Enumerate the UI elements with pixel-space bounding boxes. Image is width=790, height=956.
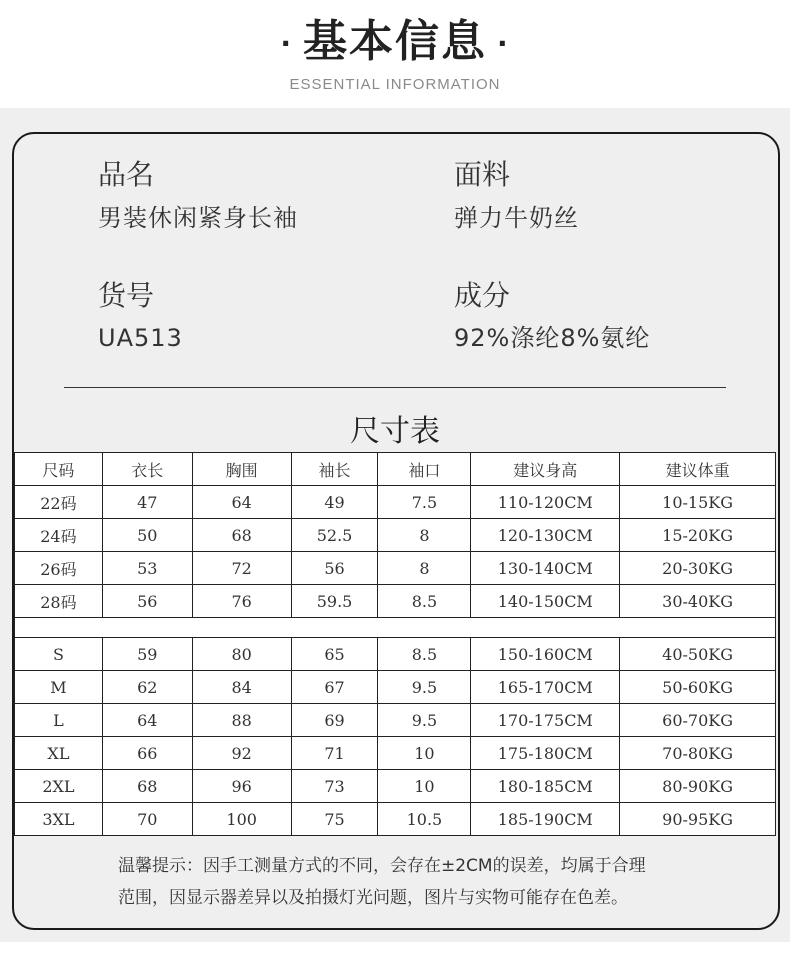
size-table-title: 尺寸表 (350, 414, 440, 449)
table-cell: 59.5 (291, 585, 378, 618)
header-cell: 衣长 (102, 453, 192, 486)
sku-label: 货号 (98, 279, 155, 312)
table-cell: 3XL (15, 803, 103, 836)
table-cell: 24码 (15, 519, 103, 552)
table-cell: 69 (291, 704, 378, 737)
table-cell: 56 (291, 552, 378, 585)
table-cell: 80-90KG (620, 770, 776, 803)
notice-text (118, 850, 738, 914)
table-cell: 67 (291, 671, 378, 704)
header-cell: 袖长 (291, 453, 378, 486)
kids-size-rows (15, 486, 776, 618)
table-cell: 96 (192, 770, 291, 803)
table-cell: 10 (378, 737, 471, 770)
table-cell: S (15, 638, 103, 671)
section-divider (64, 387, 726, 388)
table-cell: 10-15KG (620, 486, 776, 519)
table-row (15, 638, 776, 671)
table-cell: 72 (192, 552, 291, 585)
table-cell: 68 (192, 519, 291, 552)
table-cell: 185-190CM (471, 803, 620, 836)
table-row (15, 770, 776, 803)
table-cell: 92 (192, 737, 291, 770)
table-cell: 71 (291, 737, 378, 770)
table-cell: 170-175CM (471, 704, 620, 737)
table-cell: 56 (102, 585, 192, 618)
title-dot-right: · (497, 27, 510, 60)
table-cell: 150-160CM (471, 638, 620, 671)
size-table-header-row (15, 453, 776, 486)
table-cell: 130-140CM (471, 552, 620, 585)
table-cell: 26码 (15, 552, 103, 585)
table-cell: 8.5 (378, 638, 471, 671)
adult-size-rows (15, 638, 776, 836)
table-cell: 66 (102, 737, 192, 770)
table-cell: 28码 (15, 585, 103, 618)
table-row (15, 552, 776, 585)
table-cell: 22码 (15, 486, 103, 519)
table-cell: 8 (378, 519, 471, 552)
table-cell: 10.5 (378, 803, 471, 836)
table-cell: 70-80KG (620, 737, 776, 770)
table-cell: 62 (102, 671, 192, 704)
table-cell: L (15, 704, 103, 737)
page-subtitle: ESSENTIAL INFORMATION (289, 76, 501, 93)
table-cell: 110-120CM (471, 486, 620, 519)
table-cell: 59 (102, 638, 192, 671)
header-cell: 袖口 (378, 453, 471, 486)
table-cell: 73 (291, 770, 378, 803)
table-row (15, 671, 776, 704)
table-row (15, 704, 776, 737)
table-gap-row (15, 618, 776, 638)
table-cell: 70 (102, 803, 192, 836)
fabric-label: 面料 (454, 158, 511, 191)
table-cell: 50 (102, 519, 192, 552)
table-row (15, 519, 776, 552)
table-cell: 15-20KG (620, 519, 776, 552)
table-cell: 8 (378, 552, 471, 585)
table-cell: 53 (102, 552, 192, 585)
table-cell: 165-170CM (471, 671, 620, 704)
table-cell: 100 (192, 803, 291, 836)
table-cell: 52.5 (291, 519, 378, 552)
table-cell: 9.5 (378, 671, 471, 704)
notice-line: 温馨提示：因手工测量方式的不同，会存在±2CM的误差，均属于合理 (118, 856, 646, 876)
table-cell: M (15, 671, 103, 704)
table-row (15, 737, 776, 770)
table-cell: 60-70KG (620, 704, 776, 737)
table-cell: 65 (291, 638, 378, 671)
table-cell: 9.5 (378, 704, 471, 737)
table-cell: XL (15, 737, 103, 770)
table-cell: 7.5 (378, 486, 471, 519)
table-cell: 20-30KG (620, 552, 776, 585)
table-cell: 49 (291, 486, 378, 519)
table-cell: 120-130CM (471, 519, 620, 552)
table-cell: 10 (378, 770, 471, 803)
table-row (15, 486, 776, 519)
table-cell: 50-60KG (620, 671, 776, 704)
title-dot-left: · (280, 27, 293, 60)
table-cell: 64 (102, 704, 192, 737)
table-cell: 40-50KG (620, 638, 776, 671)
product-name-value: 男装休闲紧身长袖 (98, 204, 298, 232)
table-cell: 2XL (15, 770, 103, 803)
table-cell: 84 (192, 671, 291, 704)
composition-value: 92%涤纶8%氨纶 (454, 324, 651, 352)
table-row (15, 585, 776, 618)
table-cell: 90-95KG (620, 803, 776, 836)
table-row (15, 803, 776, 836)
page-title (0, 12, 790, 74)
gap-cell (15, 618, 776, 638)
table-cell: 88 (192, 704, 291, 737)
notice-line: 范围，因显示器差异以及拍摄灯光问题，图片与实物可能存在色差。 (118, 888, 628, 908)
size-table (14, 452, 776, 836)
table-cell: 8.5 (378, 585, 471, 618)
table-cell: 180-185CM (471, 770, 620, 803)
page-title-text: 基本信息 (303, 16, 487, 67)
table-cell: 76 (192, 585, 291, 618)
header-cell: 建议体重 (620, 453, 776, 486)
header-cell: 尺码 (15, 453, 103, 486)
table-cell: 68 (102, 770, 192, 803)
sku-value: UA513 (98, 324, 183, 352)
header-cell: 建议身高 (471, 453, 620, 486)
table-cell: 75 (291, 803, 378, 836)
fabric-value: 弹力牛奶丝 (454, 204, 579, 232)
product-name-label: 品名 (98, 158, 155, 191)
composition-label: 成分 (454, 279, 511, 312)
table-cell: 140-150CM (471, 585, 620, 618)
header-cell: 胸围 (192, 453, 291, 486)
table-cell: 30-40KG (620, 585, 776, 618)
table-cell: 175-180CM (471, 737, 620, 770)
table-cell: 47 (102, 486, 192, 519)
page-header (0, 0, 790, 108)
table-cell: 64 (192, 486, 291, 519)
table-cell: 80 (192, 638, 291, 671)
